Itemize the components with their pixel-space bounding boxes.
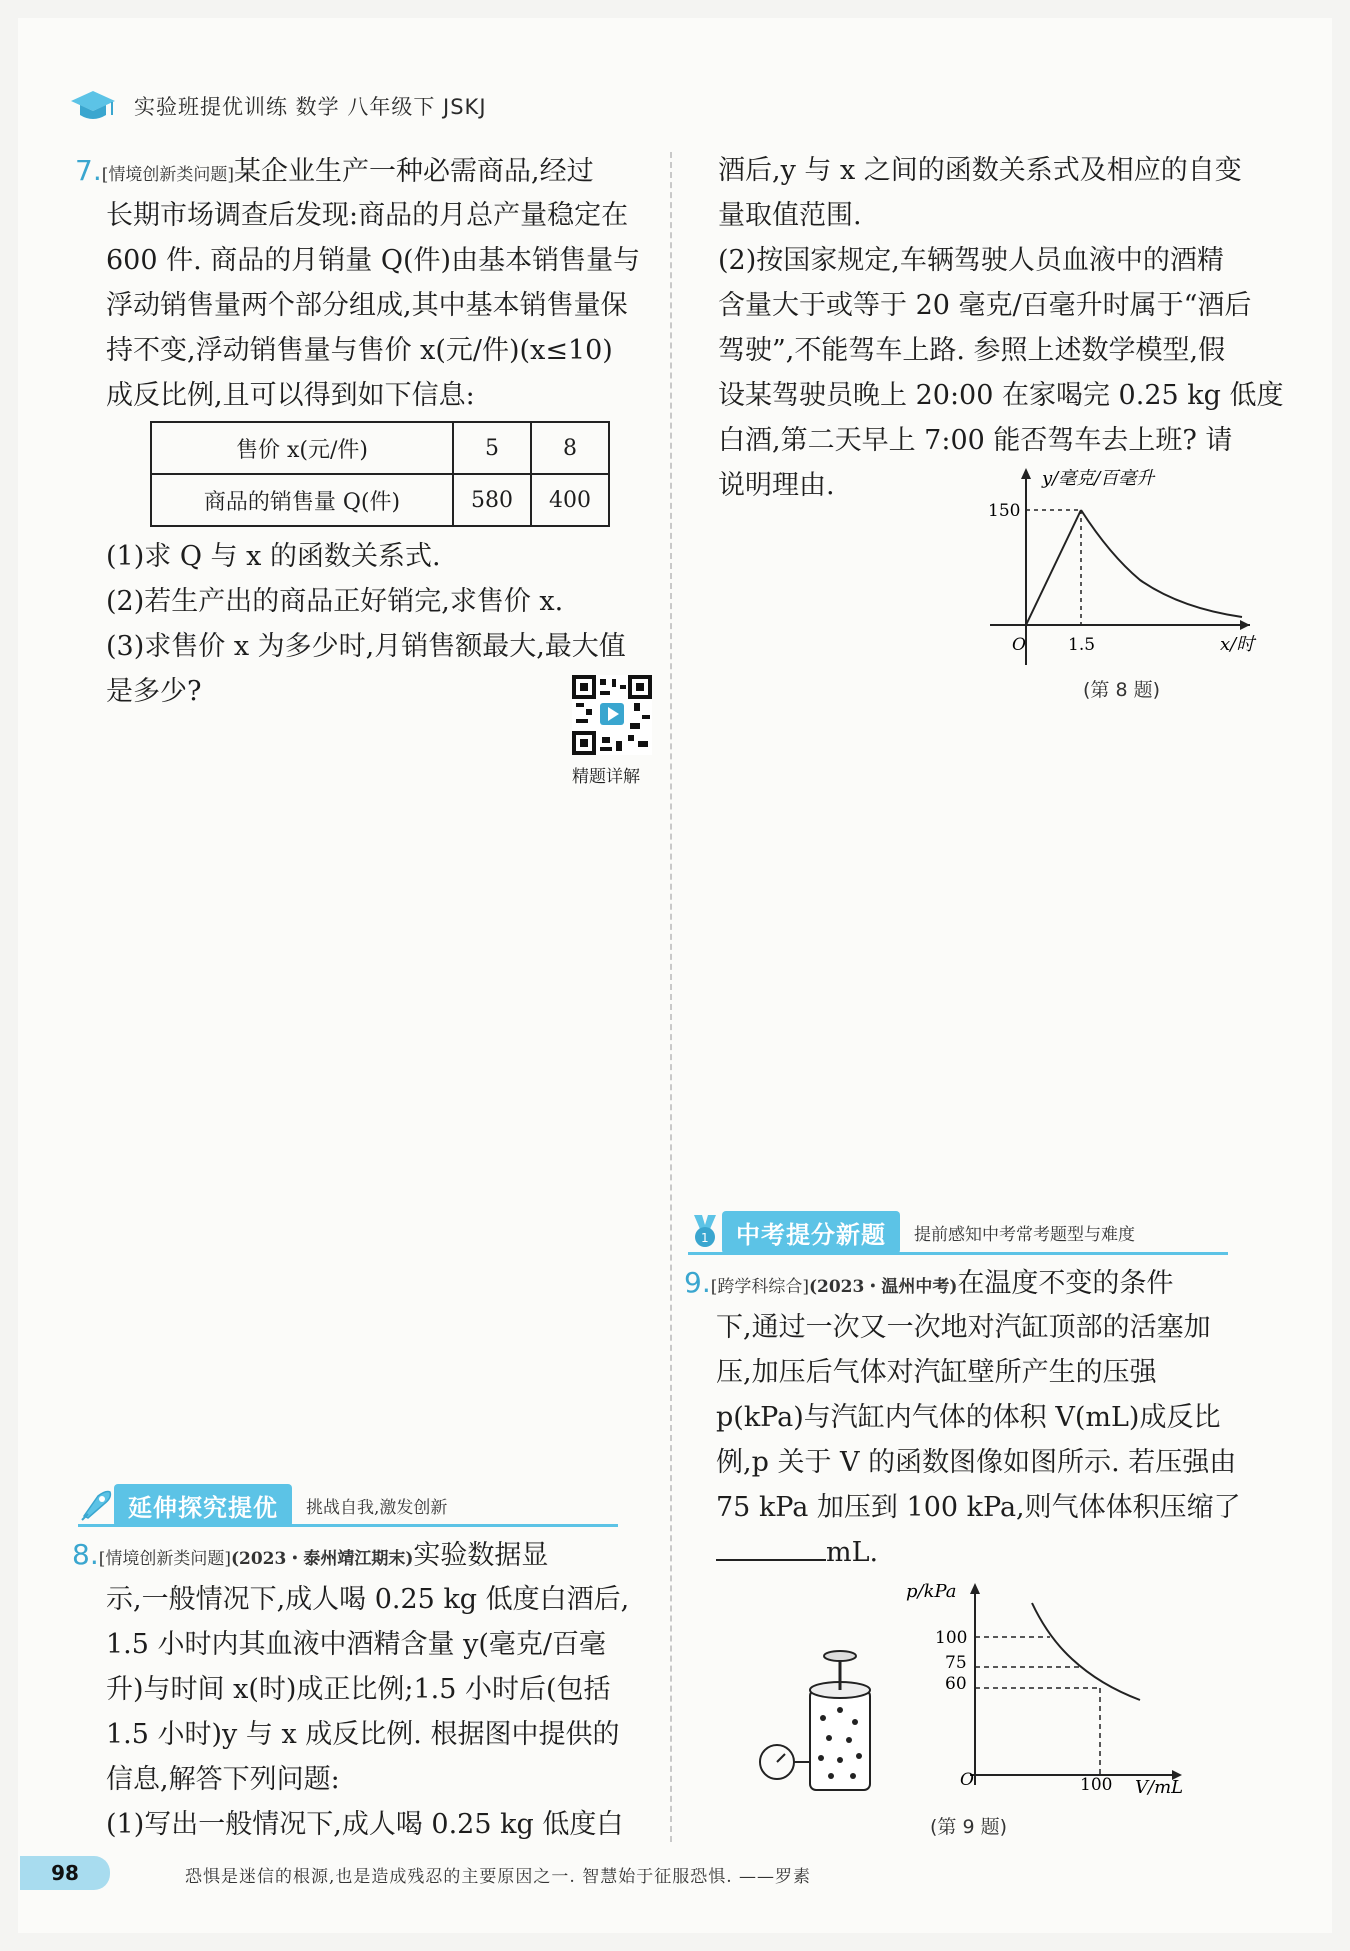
q9-caption: (第 9 题) bbox=[930, 1816, 1007, 1838]
svg-text:1: 1 bbox=[701, 1231, 709, 1245]
table-row bbox=[151, 422, 609, 474]
banner-left-title: 延伸探究提优 bbox=[114, 1484, 292, 1527]
banner-yanshen bbox=[78, 1485, 447, 1525]
q9-line-3: p(kPa)与汽缸内气体的体积 V(mL)成反比 bbox=[716, 1402, 1221, 1433]
table-cell: 售价 x(元/件) bbox=[151, 422, 453, 474]
banner-underline bbox=[688, 1252, 1228, 1255]
q9-line-4: 例,p 关于 V 的函数图像如图所示. 若压强由 bbox=[716, 1447, 1237, 1478]
q8-right-line-2: (2)按国家规定,车辆驾驶人员血液中的酒精 bbox=[718, 245, 1224, 276]
q8-xlabel: x/时 bbox=[1220, 634, 1255, 655]
banner-zhongkao bbox=[688, 1212, 1135, 1252]
q9-ytick: 75 bbox=[945, 1653, 967, 1673]
q9-line-0: 在温度不变的条件 bbox=[957, 1268, 1174, 1299]
q8-ytick: 150 bbox=[988, 501, 1021, 521]
table-cell: 8 bbox=[531, 422, 609, 474]
banner-underline bbox=[78, 1524, 618, 1527]
q8-line-1: 示,一般情况下,成人喝 0.25 kg 低度白酒后, bbox=[106, 1584, 630, 1615]
q9-ytick: 100 bbox=[935, 1628, 968, 1648]
q7-line-4: 持不变,浮动销售量与售价 x(元/件)(x≤10) bbox=[106, 335, 613, 366]
banner-right-title: 中考提分新题 bbox=[722, 1211, 900, 1254]
table-cell: 400 bbox=[531, 474, 609, 526]
column-divider bbox=[670, 152, 672, 1842]
q7-part-3-cont: 是多少? bbox=[106, 676, 202, 707]
q9-ylabel: p/kPa bbox=[906, 1581, 957, 1602]
q7-part-3: (3)求售价 x 为多少时,月销售额最大,最大值 bbox=[106, 631, 626, 662]
page-number: 98 bbox=[20, 1856, 110, 1890]
q9-line-1: 下,通过一次又一次地对汽缸顶部的活塞加 bbox=[716, 1312, 1211, 1343]
q8-line-3: 升)与时间 x(时)成正比例;1.5 小时后(包括 bbox=[106, 1674, 611, 1705]
cylinder-illustration bbox=[755, 1640, 885, 1800]
q7-part-1: (1)求 Q 与 x 的函数关系式. bbox=[106, 541, 441, 572]
answer-blank[interactable] bbox=[716, 1531, 826, 1561]
q8-line-0: 实验数据显 bbox=[413, 1540, 549, 1571]
qr-label: 精题详解 bbox=[572, 767, 640, 787]
q7-tag: [情境创新类问题] bbox=[101, 165, 234, 185]
q8-right-line-6: 白酒,第二天早上 7:00 能否驾车去上班? 请 bbox=[718, 425, 1233, 456]
q9-xtick: 100 bbox=[1080, 1775, 1113, 1795]
q8-right-line-1: 量取值范围. bbox=[718, 200, 862, 231]
q9-ytick: 60 bbox=[945, 1674, 967, 1694]
q7-info-table bbox=[150, 421, 610, 527]
q7-line-2: 600 件. 商品的月销量 Q(件)由基本销售量与 bbox=[106, 245, 641, 276]
q9-unit: mL. bbox=[826, 1537, 879, 1568]
q9-graph bbox=[900, 1575, 1200, 1805]
q7-part-2: (2)若生产出的商品正好销完,求售价 x. bbox=[106, 586, 564, 617]
page-header bbox=[70, 86, 487, 126]
linear-segment bbox=[1026, 510, 1081, 625]
q9-xlabel: V/mL bbox=[1135, 1777, 1184, 1798]
footer-quote: 恐惧是迷信的根源,也是造成残忍的主要原因之一. 智慧始于征服恐惧. ——罗素 bbox=[185, 1867, 812, 1887]
table-row bbox=[151, 474, 609, 526]
q9-line-5: 75 kPa 加压到 100 kPa,则气体体积压缩了 bbox=[716, 1492, 1241, 1523]
table-cell: 商品的销售量 Q(件) bbox=[151, 474, 453, 526]
banner-left-subtitle: 挑战自我,激发创新 bbox=[306, 1497, 448, 1518]
q8-right-line-3: 含量大于或等于 20 毫克/百毫升时属于“酒后 bbox=[718, 290, 1252, 321]
q8-first-line bbox=[72, 1532, 548, 1582]
q8-right-line-4: 驾驶”,不能驾车上路. 参照上述数学模型,假 bbox=[718, 335, 1226, 366]
q9-origin: O bbox=[960, 1770, 974, 1790]
q8-ylabel: y/毫克/百毫升 bbox=[1042, 468, 1155, 489]
q7-line-1: 长期市场调查后发现:商品的月总产量稳定在 bbox=[106, 200, 629, 231]
q9-number: 9. bbox=[684, 1266, 711, 1299]
q8-tag: [情境创新类问题] bbox=[98, 1549, 231, 1569]
q9-first-line bbox=[684, 1260, 1173, 1310]
q9-source: (2023・温州中考) bbox=[808, 1277, 958, 1297]
q9-line-2: 压,加压后气体对汽缸壁所产生的压强 bbox=[716, 1357, 1157, 1388]
q9-tag: [跨学科综合] bbox=[710, 1277, 809, 1297]
medal-icon bbox=[688, 1215, 722, 1249]
q8-graph bbox=[980, 460, 1260, 680]
q8-source: (2023・泰州靖江期末) bbox=[230, 1549, 414, 1569]
q8-right-line-5: 设某驾驶员晚上 20:00 在家喝完 0.25 kg 低度 bbox=[718, 380, 1284, 411]
q8-number: 8. bbox=[72, 1538, 99, 1571]
q8-line-2: 1.5 小时内其血液中酒精含量 y(毫克/百毫 bbox=[106, 1629, 606, 1660]
q8-right-line-0: 酒后,y 与 x 之间的函数关系式及相应的自变 bbox=[718, 155, 1242, 186]
table-cell: 580 bbox=[453, 474, 531, 526]
q8-line-6: (1)写出一般情况下,成人喝 0.25 kg 低度白 bbox=[106, 1809, 624, 1840]
q7-line-0: 某企业生产一种必需商品,经过 bbox=[233, 156, 594, 187]
qr-code-icon[interactable] bbox=[572, 675, 652, 755]
inverse-curve bbox=[1081, 510, 1242, 617]
q8-right-line-7: 说明理由. bbox=[718, 470, 835, 501]
q8-xtick: 1.5 bbox=[1068, 635, 1096, 655]
table-cell: 5 bbox=[453, 422, 531, 474]
q7-first-line bbox=[75, 148, 594, 198]
q7-number: 7. bbox=[75, 154, 102, 187]
q9-answer-line bbox=[716, 1530, 878, 1575]
q8-line-4: 1.5 小时)y 与 x 成反比例. 根据图中提供的 bbox=[106, 1719, 620, 1750]
q8-origin: O bbox=[1012, 635, 1026, 655]
graduation-cap-icon bbox=[70, 89, 116, 123]
header-title: 实验班提优训练 数学 八年级下 JSKJ bbox=[134, 95, 487, 119]
q8-caption: (第 8 题) bbox=[1083, 679, 1160, 701]
inverse-curve bbox=[1032, 1603, 1140, 1700]
q7-line-3: 浮动销售量两个部分组成,其中基本销售量保 bbox=[106, 290, 628, 321]
q7-line-5: 成反比例,且可以得到如下信息: bbox=[106, 380, 475, 411]
banner-right-subtitle: 提前感知中考常考题型与难度 bbox=[914, 1224, 1135, 1245]
q8-line-5: 信息,解答下列问题: bbox=[106, 1764, 340, 1795]
rocket-icon bbox=[78, 1488, 114, 1522]
